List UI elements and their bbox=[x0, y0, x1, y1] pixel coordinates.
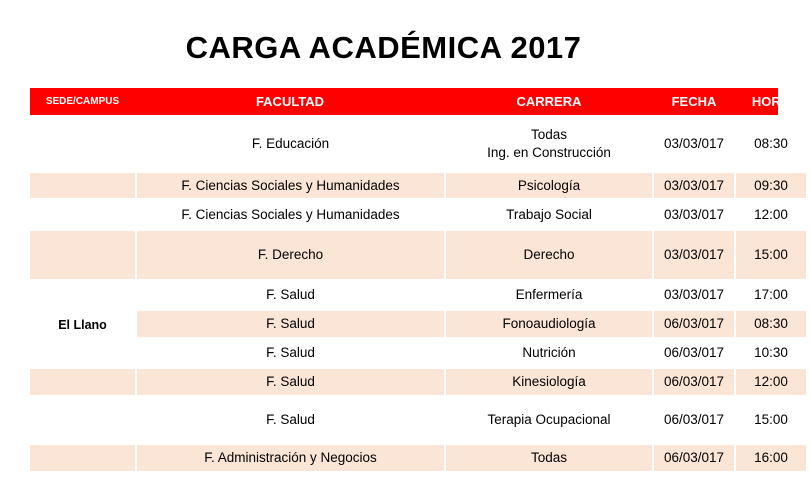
cell-fecha: 03/03/017 bbox=[663, 287, 725, 302]
cell-fecha: 06/03/017 bbox=[654, 369, 734, 395]
table-row bbox=[30, 398, 788, 442]
cell-hora: 12:00 bbox=[754, 206, 788, 222]
cell-fecha: 06/03/017 bbox=[654, 445, 734, 471]
header-fecha: FECHA bbox=[671, 94, 717, 109]
table-row bbox=[30, 445, 788, 471]
header-carrera: CARRERA bbox=[516, 94, 582, 109]
cell-fecha: 06/03/017 bbox=[663, 412, 725, 427]
cell-facultad: F. Educación bbox=[251, 136, 330, 151]
table-row bbox=[30, 201, 788, 228]
cell-carrera: Nutrición bbox=[522, 345, 576, 360]
cell-facultad: F. Salud bbox=[266, 345, 315, 360]
cell-carrera: Todas bbox=[446, 445, 652, 471]
cell-sede bbox=[30, 369, 135, 395]
cell-facultad: F. Derecho bbox=[137, 231, 444, 279]
cell-hora: 08:30 bbox=[736, 311, 806, 337]
cell-facultad: F. Salud bbox=[266, 287, 315, 302]
cell-facultad: F. Ciencias Sociales y Humanidades bbox=[137, 173, 444, 198]
table-row bbox=[30, 369, 788, 395]
header-sede: SEDE/CAMPUS bbox=[45, 96, 120, 107]
sede-campus-label: El Llano bbox=[58, 318, 107, 332]
cell-facultad: F. Salud bbox=[266, 412, 315, 427]
cell-carrera: Psicología bbox=[446, 173, 652, 198]
cell-hora: 09:30 bbox=[736, 173, 806, 198]
cell-facultad: F. Salud bbox=[137, 311, 444, 337]
header-facultad: FACULTAD bbox=[255, 94, 325, 109]
cell-fecha: 06/03/017 bbox=[663, 345, 725, 360]
cell-fecha: 06/03/017 bbox=[654, 311, 734, 337]
cell-fecha: 03/03/017 bbox=[654, 231, 734, 279]
cell-facultad: F. Administración y Negocios bbox=[137, 445, 444, 471]
cell-carrera: Derecho bbox=[446, 231, 652, 279]
table-row bbox=[30, 117, 788, 171]
page-title: CARGA ACADÉMICA 2017 bbox=[185, 30, 582, 65]
cell-hora: 16:00 bbox=[736, 445, 806, 471]
table-header bbox=[30, 88, 791, 115]
cell-fecha: 03/03/017 bbox=[663, 136, 725, 151]
cell-carrera: Kinesiología bbox=[446, 369, 652, 395]
cell-sede bbox=[30, 173, 135, 198]
table-row bbox=[30, 340, 788, 366]
cell-hora: 10:30 bbox=[754, 345, 788, 360]
table-row bbox=[30, 231, 788, 279]
cell-hora: 15:00 bbox=[754, 412, 788, 427]
cell-sede bbox=[30, 231, 135, 279]
cell-sede bbox=[30, 445, 135, 471]
cell-facultad: F. Ciencias Sociales y Humanidades bbox=[181, 206, 400, 222]
cell-facultad: F. Salud bbox=[137, 369, 444, 395]
cell-hora: 08:30 bbox=[754, 136, 788, 151]
table-row bbox=[30, 311, 788, 337]
cell-hora: 12:00 bbox=[736, 369, 806, 395]
cell-fecha: 03/03/017 bbox=[663, 206, 725, 222]
cell-hora: 17:00 bbox=[754, 287, 788, 302]
cell-carrera: Todas Ing. en Construcción bbox=[487, 127, 611, 160]
cell-carrera: Terapia Ocupacional bbox=[487, 412, 611, 427]
cell-carrera: Enfermería bbox=[515, 287, 583, 302]
cell-hora: 15:00 bbox=[736, 231, 806, 279]
header-hora: HORA bbox=[751, 94, 791, 109]
table-row bbox=[30, 173, 788, 198]
cell-carrera: Trabajo Social bbox=[506, 206, 592, 222]
table-row bbox=[30, 282, 788, 308]
cell-carrera: Fonoaudiología bbox=[446, 311, 652, 337]
cell-fecha: 03/03/017 bbox=[654, 173, 734, 198]
